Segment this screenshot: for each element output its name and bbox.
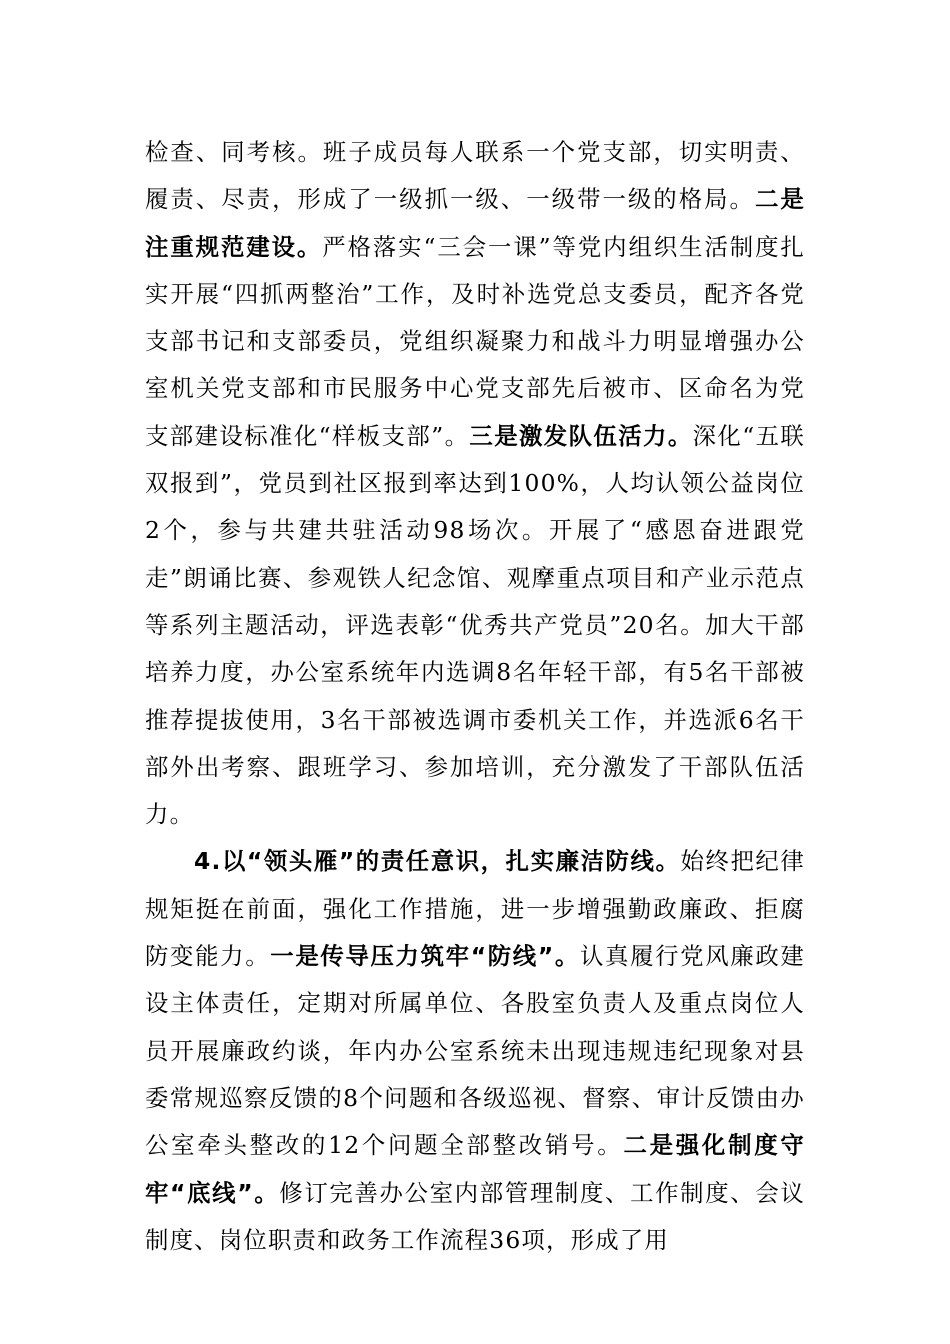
text-segment: 严格落实“三会一课”等党内组织生活制度扎实开展“四抓两整治”工作，及时补选党总支委员，配齐各党支部书记和支部委员，党组织凝聚力和战斗力明显增强办公室机关党支部和市民服务中心党支部先后被市、区命名为党支部建设标准化“样板支部”。 [145,232,805,450]
heading-pressure-defense: 一是传导压力筑牢“防线”。 [270,942,580,971]
document-body [145,129,805,1264]
text-segment: 修订完善办公室内部管理制度、工作制度、会议制度、岗位职责和政务工作流程36项，形成了用 [145,1178,805,1254]
heading-standard-construction: 二是注重规范建设。 [145,185,805,261]
paragraph-party-building [145,129,805,838]
section-heading-integrity: 4.以“领头雁”的责任意识，扎实廉洁防线。 [194,847,681,876]
heading-system-bottomline: 二是强化制度守牢“底线”。 [145,1131,806,1207]
text-segment: 检查、同考核。班子成员每人联系一个党支部，切实明责、履责、尽责，形成了一级抓一级、一级带一级的格局。 [145,138,805,214]
text-segment: 始终把纪律规矩挺在前面，强化工作措施，进一步增强勤政廉政、拒腐防变能力。 [145,847,806,971]
paragraph-integrity [145,838,805,1264]
heading-team-vitality: 三是激发队伍活力。 [469,421,693,450]
text-segment: 认真履行党风廉政建设主体责任，定期对所属单位、各股室负责人及重点岗位人员开展廉政约谈，年内办公室系统未出现违规违纪现象对县委常规巡察反馈的8个问题和各级巡视、督察、审计反馈由办公室牵头整改的12个问题全部整改销号。 [145,942,805,1160]
text-segment: 深化“五联双报到”，党员到社区报到率达到100%，人均认领公益岗位2个，参与共建共驻活动98场次。开展了“感恩奋进跟党走”朗诵比赛、参观铁人纪念馆、观摩重点项目和产业示范点等系列主题活动，评选表彰“优秀共产党员”20名。加大干部培养力度，办公室系统年内选调8名年轻干部，有5名干部被推荐提拔使用，3名干部被选调市委机关工作，并选派6名干部外出考察、跟班学习、参加培训，充分激发了干部队伍活力。 [145,421,805,829]
